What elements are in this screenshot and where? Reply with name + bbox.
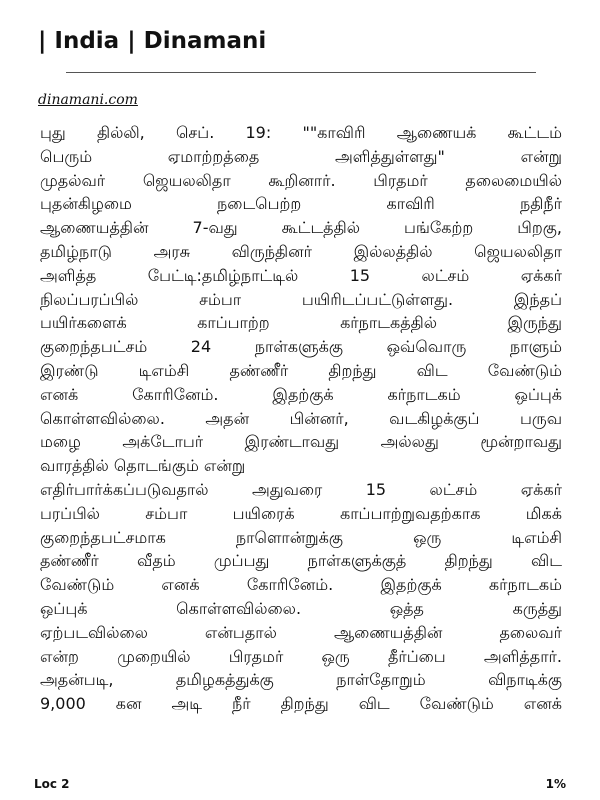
article-body (40, 121, 562, 716)
article-line: எதிர்பார்க்கப்படுவதால் அதுவரை 15 லட்சம் ஏக்கர் (40, 479, 562, 499)
article-line: கொள்ளவில்லை. அதன் பின்னர், வடகிழக்குப் பருவ (40, 408, 562, 428)
article-line: குறைந்தபட்சமாக நாளொன்றுக்கு ஒரு டிஎம்சி (40, 527, 562, 547)
article-line: 9,000 கன அடி நீர் திறந்து விட வேண்டும் எனக் (40, 694, 562, 714)
article-line: என்ற முறையில் பிரதமர் ஒரு தீர்ப்பை அளித்தார். (40, 646, 562, 666)
article-line: குறைந்தபட்சம் 24 நாள்களுக்கு ஒவ்வொரு நாளும் (40, 337, 562, 357)
article-line: பரப்பில் சம்பா பயிரைக் காப்பாற்றுவதற்காக மிகக் (40, 503, 562, 523)
article-line: வேண்டும் எனக் கோரினேம். இதற்குக் கர்நாடகம் (40, 575, 562, 595)
article-line: அளித்த பேட்டி:தமிழ்நாட்டில் 15 லட்சம் ஏக்கர் (40, 265, 562, 285)
article-line: ஆணையத்தின் 7-வது கூட்டத்தில் பங்கேற்ற பிறகு, (40, 218, 562, 238)
article-line: முதல்வர் ஜெயலலிதா கூறினார். பிரதமர் தலைமையில் (40, 170, 562, 190)
article-line: புது தில்லி, செப். 19: ""காவிரி ஆணையக் கூட்டம் (40, 123, 562, 142)
article-line: நிலப்பரப்பில் சம்பா பயிரிடப்பட்டுள்ளது. இந்தப் (40, 289, 562, 309)
article-line: ஒப்புக் கொள்ளவில்லை. ஒத்த கருத்து (40, 598, 562, 618)
article-line: தமிழ்நாடு அரசு விருந்தினர் இல்லத்தில் ஜெயலலிதா (40, 241, 562, 261)
article-line: தண்ணீர் வீதம் முப்பது நாள்களுக்குத் திறந்து விட (40, 551, 562, 571)
article-line: பயிர்களைக் காப்பாற்ற கர்நாடகத்தில் இருந்து (40, 313, 562, 333)
source-link[interactable]: dinamani.com (38, 92, 138, 108)
article-line: எனக் கோரினேம். இதற்குக் கர்நாடகம் ஒப்புக் (40, 384, 562, 404)
article-title: | India | Dinamani (38, 28, 267, 54)
article-line: ஏற்படவில்லை என்பதால் ஆணையத்தின் தலைவர் (40, 622, 562, 642)
article-line: மழை அக்டோபர் இரண்டாவது அல்லது மூன்றாவது (40, 432, 562, 452)
location-indicator[interactable]: Loc 2 (34, 777, 70, 791)
article-line: பெரும் ஏமாற்றத்தை அளித்துள்ளது" என்று (40, 146, 562, 166)
article-line: வாரத்தில் தொடங்கும் என்று (40, 456, 246, 476)
article-line: புதன்கிழமை நடைபெற்ற காவிரி நதிநீர் (40, 194, 562, 214)
article-line: இரண்டு டிஎம்சி தண்ணீர் திறந்து விட வேண்டும் (40, 360, 562, 380)
article-line: அதன்படி, தமிழகத்துக்கு நாள்தோறும் விநாடிக்கு (40, 670, 562, 690)
title-divider (66, 72, 536, 73)
reading-progress[interactable]: 1% (545, 777, 566, 791)
